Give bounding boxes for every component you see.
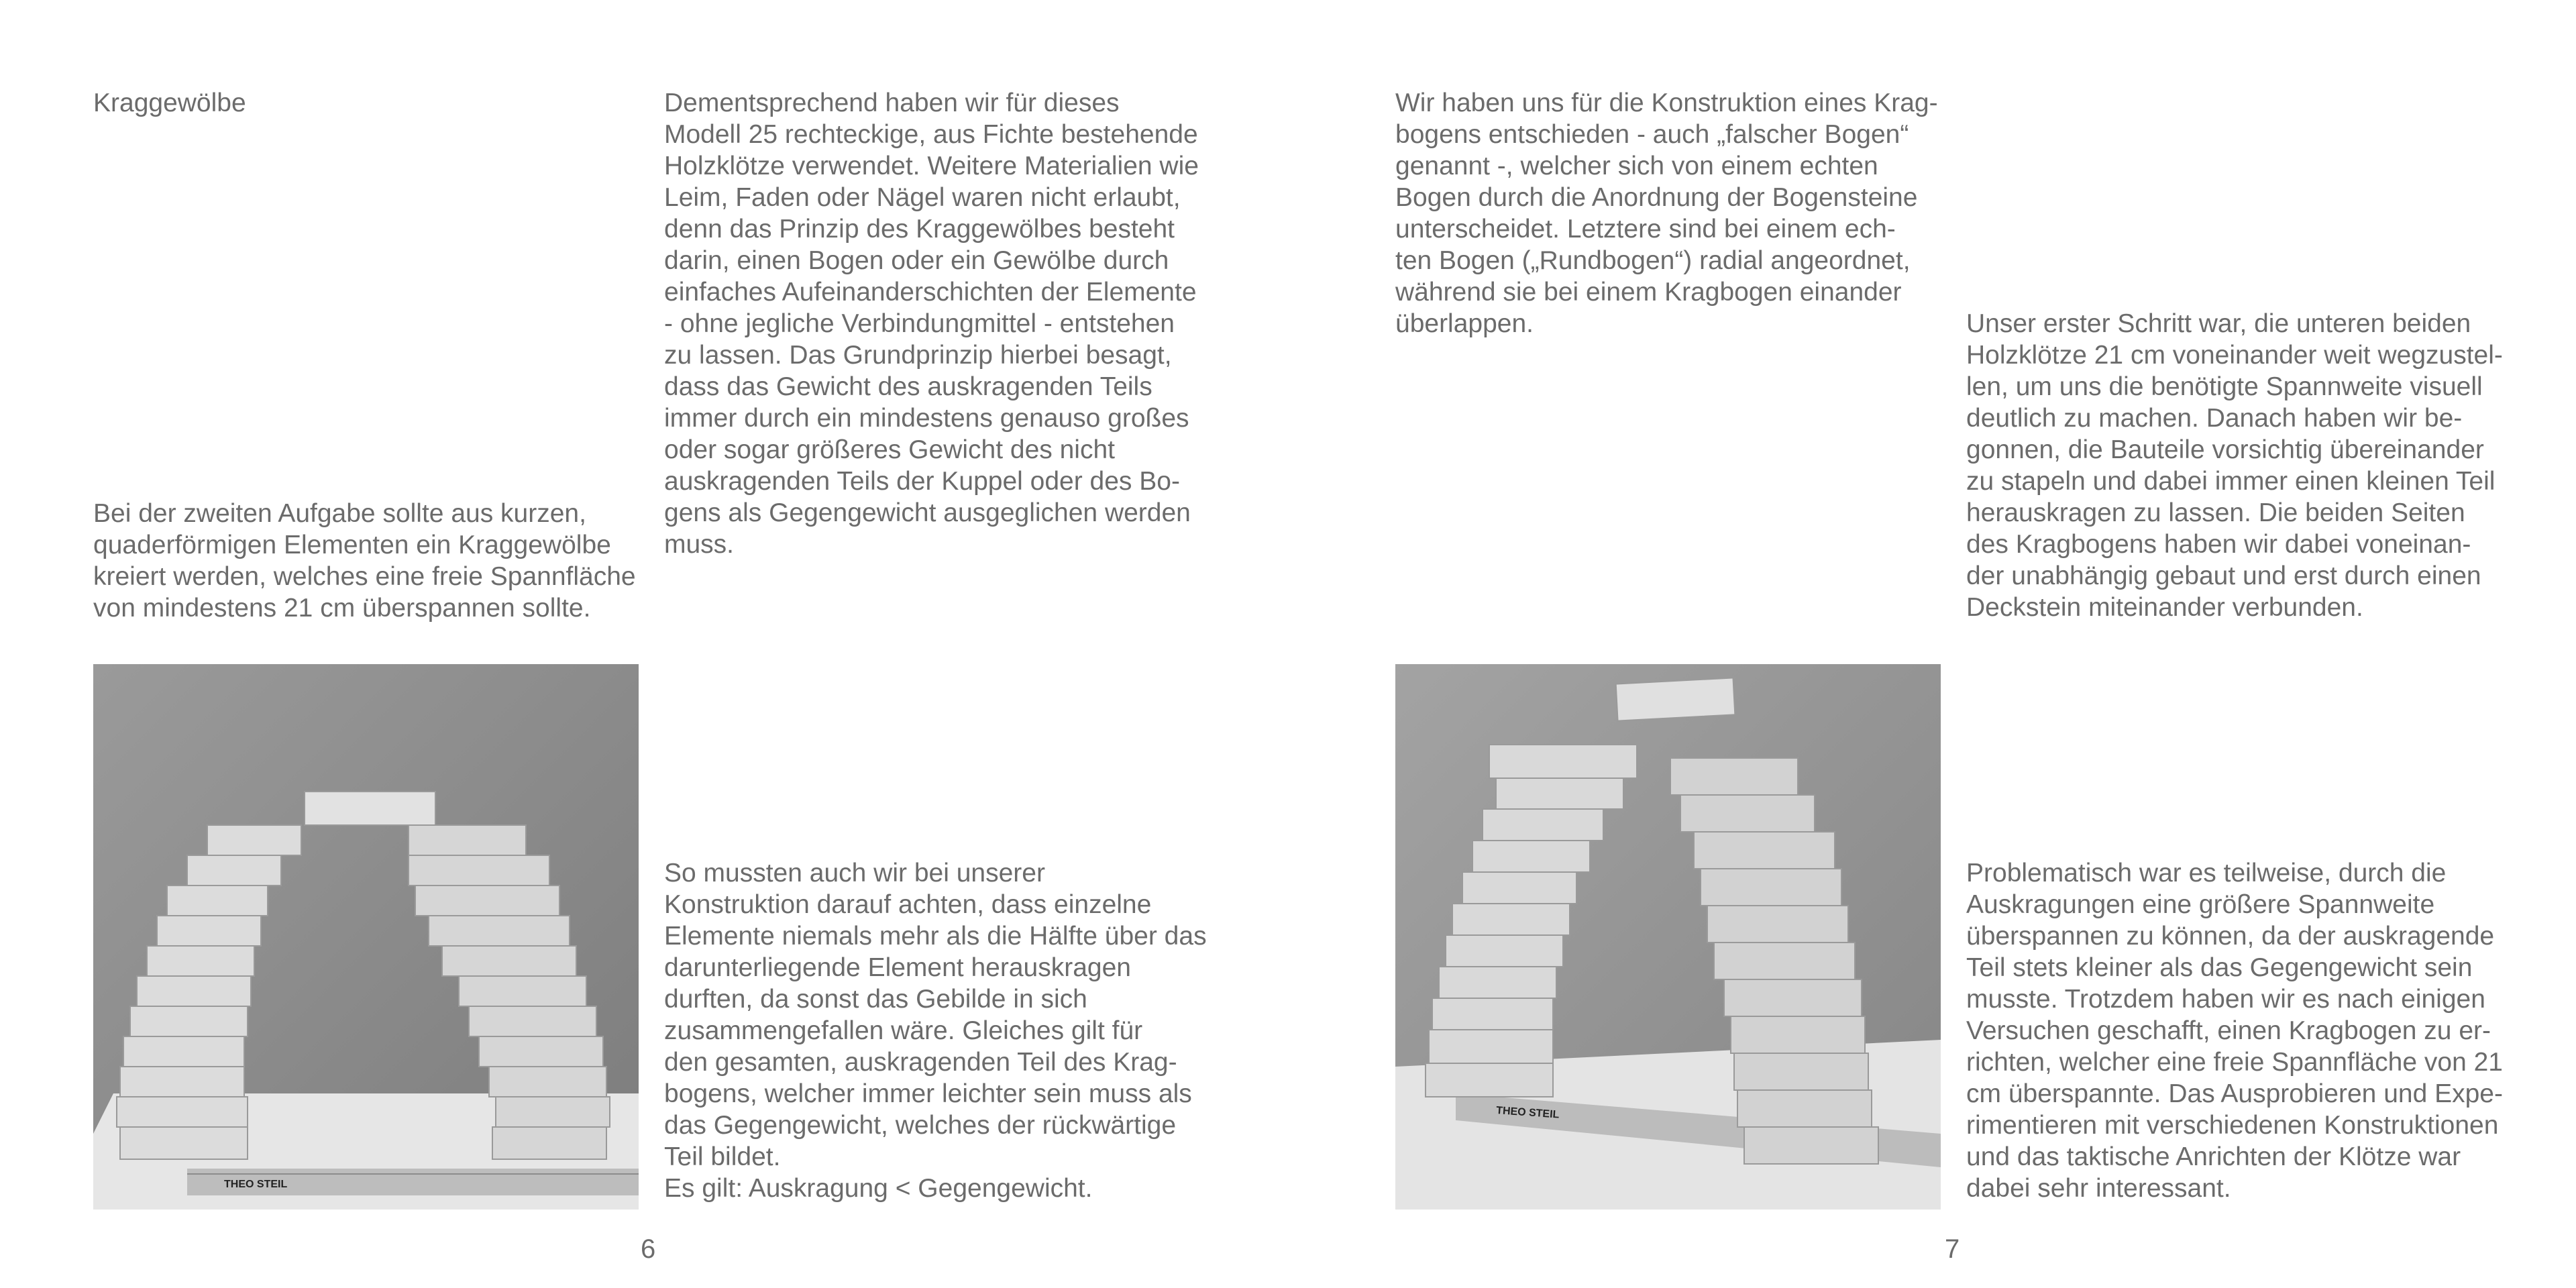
section-heading: Kraggewölbe [93,89,246,117]
corbel-arch-image-2 [1395,664,1941,1210]
ruler-brand: THEO STEIL [1495,1105,1560,1121]
page-number-left: 6 [641,1234,656,1264]
corbel-arch-image [93,664,639,1210]
keystone-block [305,792,435,825]
right-column2-top-paragraph: Unser erster Schritt war, die unteren beiden Holzklötze 21 cm voneinander weit wegzustel- len, um uns die benötigte Spannweite visuell deutlich zu machen. Danach haben wir be- gonnen, die Bauteile vorsichtig übereinander zu stapeln und dabei immer einen kleinen Teil herauskragen zu lassen. Die beiden Seiten des Kragbogens haben wir dabei voneinan- der unabhängig gebaut und erst durch einen Deckstein miteinander verbunden. [1966,309,2503,622]
page-number-right: 7 [1945,1234,1960,1264]
left-column2-bottom-paragraph: So mussten auch wir bei unserer Konstruktion darauf achten, dass einzelne Elemente niemals mehr als die Hälfte über das darunterliegende Element herauskragen durften, da sonst das Gebilde in sich zusammengefallen wäre. Gleiches gilt für den gesamten, auskragenden Teil des Krag- bogens, welcher immer leichter sein muss als das Gegengewicht, welches der rückwärtige Teil bildet. Es gilt: Auskragung < Gegengewicht. [664,859,1207,1203]
corbel-arch-photo-right [1395,664,1941,1210]
corbel-arch-photo-left [93,664,639,1210]
page-right [1288,0,2576,1288]
right-column2-bottom-paragraph: Problematisch war es teilweise, durch die Auskragungen eine größere Spannweite überspannen zu können, da der auskragende Teil stets kleiner als das Gegengewicht sein musste. Trotzdem haben wir es nach einigen Versuchen geschafft, einen Kragbogen zu er- richten, welcher eine freie Spannfläche von 21 cm überspannte. Das Ausprobieren und Expe- rimentieren mit verschiedenen Konstruktionen und das taktische Anrichten der Klötze war dabei sehr interessant. [1966,859,2503,1203]
right-column1-top-paragraph: Wir haben uns für die Konstruktion eines Krag- bogens entschieden - auch „falscher Bogen“ genannt -, welcher sich von einem echten Bogen durch die Anordnung der Bogensteine unterscheidet. Letztere sind bei einem ech- ten Bogen („Rundbogen“) radial angeordnet, während sie bei einem Kragbogen einander überlappen. [1395,89,1938,338]
intro-paragraph: Bei der zweiten Aufgabe sollte aus kurzen, quaderförmigen Elementen ein Kraggewölbe kreiert werden, welches eine freie Spannfläche von mindestens 21 cm überspannen sollte. [93,499,636,623]
left-column2-top-paragraph: Dementsprechend haben wir für dieses Modell 25 rechteckige, aus Fichte bestehende Holzklötze verwendet. Weitere Materialien wie Leim, Faden oder Nägel waren nicht erlaubt, denn das Prinzip des Kraggewölbes besteht darin, einen Bogen oder ein Gewölbe durch einfaches Aufeinanderschichten der Elemente - ohne jegliche Verbindungmittel - entstehen zu lassen. Das Grundprinzip hierbei besagt, dass das Gewicht des auskragenden Teils immer durch ein mindestens genauso großes oder sogar größeres Gewicht des nicht auskragenden Teils der Kuppel oder des Bo- gens als Gegengewicht ausgeglichen werden muss. [664,89,1199,559]
ruler-brand: THEO STEIL [224,1179,288,1190]
ruler [187,1169,639,1195]
keystone-block [1616,678,1735,720]
